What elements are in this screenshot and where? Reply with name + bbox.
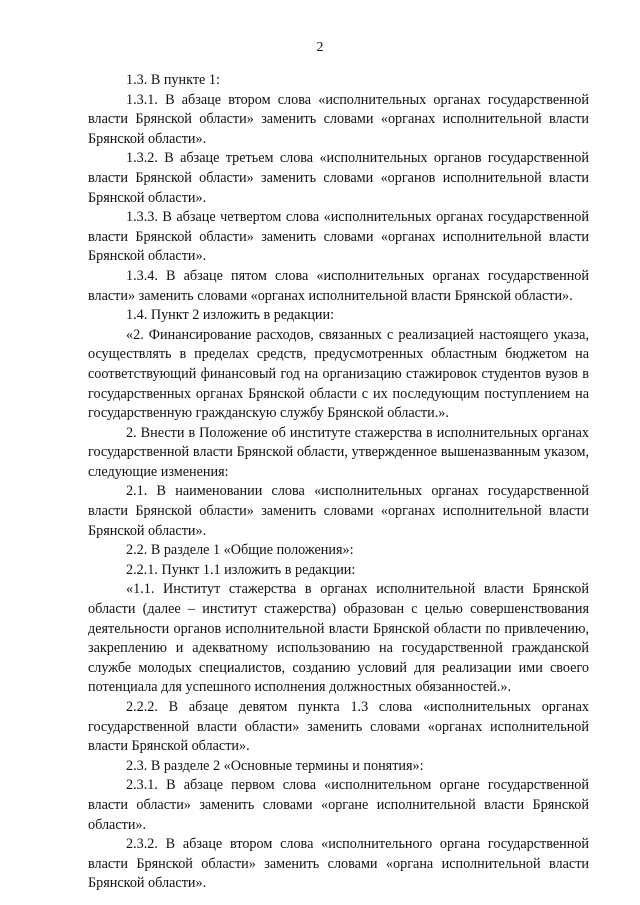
paragraph-1-3-3: 1.3.3. В абзаце четвертом слова «исполнительных органах государственной власти Брянской области» заменить словами «органах исполнительной власти Брянской области». — [88, 209, 589, 265]
document-body — [88, 71, 589, 894]
paragraph-1-4: 1.4. Пункт 2 изложить в редакции: — [126, 307, 335, 324]
paragraph-quote-2: «2. Финансирование расходов, связанных с реализацией настоящего указа, осуществлять в пределах средств, предусмотренных областным бюджетом на соответствующий финансовый год на организацию стажировок студентов вузов в государственных органах Брянской области с их последующим поступлением на государственную гражданскую службу Брянской области.». — [88, 326, 589, 422]
paragraph-1-3-1: 1.3.1. В абзаце втором слова «исполнительных органах государственной власти Брянской области» заменить словами «органах исполнительной власти Брянской области». — [88, 91, 589, 147]
paragraph-1-3-2: 1.3.2. В абзаце третьем слова «исполнительных органов государственной власти Брянской области» заменить словами «органов исполнительной власти Брянской области». — [88, 150, 589, 206]
paragraph-2: 2. Внести в Положение об институте стажерства в исполнительных органах государственной власти Брянской области, утвержденное вышеназванным указом, следующие изменения: — [88, 424, 589, 480]
paragraph-quote-1-1: «1.1. Институт стажерства в органах исполнительной власти Брянской области (далее – институт стажерства) образован с целью совершенствования деятельности органов исполнительной власти Брянской области по привлечению, закреплению и адекватному использованию на государственной гражданской службе молодых специалистов, созданию условий для реализации ими своего потенциала для успешного исполнения должностных обязанностей.». — [88, 581, 589, 696]
paragraph-2-3: 2.3. В разделе 2 «Основные термины и понятия»: — [126, 757, 424, 774]
paragraph-1-3: 1.3. В пункте 1: — [126, 72, 220, 88]
paragraph-2-2-2: 2.2.2. В абзаце девятом пункта 1.3 слова «исполнительных органах государственной власти области» заменить словами «органах исполнительной власти Брянской области». — [88, 699, 589, 755]
page-number: 2 — [316, 40, 324, 55]
paragraph-2-2-1: 2.2.1. Пункт 1.1 изложить в редакции: — [126, 561, 356, 578]
paragraph-2-3-1: 2.3.1. В абзаце первом слова «исполнительном органе государственной власти области» заменить словами «органе исполнительной власти Брянской области». — [88, 777, 589, 833]
paragraph-2-2: 2.2. В разделе 1 «Общие положения»: — [126, 542, 354, 559]
paragraph-2-3-2: 2.3.2. В абзаце втором слова «исполнительного органа государственной власти Брянской области» заменить словами «органа исполнительной власти Брянской области». — [88, 836, 589, 892]
paragraph-2-1: 2.1. В наименовании слова «исполнительных органах государственной власти Брянской области» заменить словами «органах исполнительной власти Брянской области». — [88, 483, 589, 539]
paragraph-1-3-4: 1.3.4. В абзаце пятом слова «исполнительных органах государственной власти» заменить словами «органах исполнительной власти Брянской области». — [88, 267, 589, 304]
